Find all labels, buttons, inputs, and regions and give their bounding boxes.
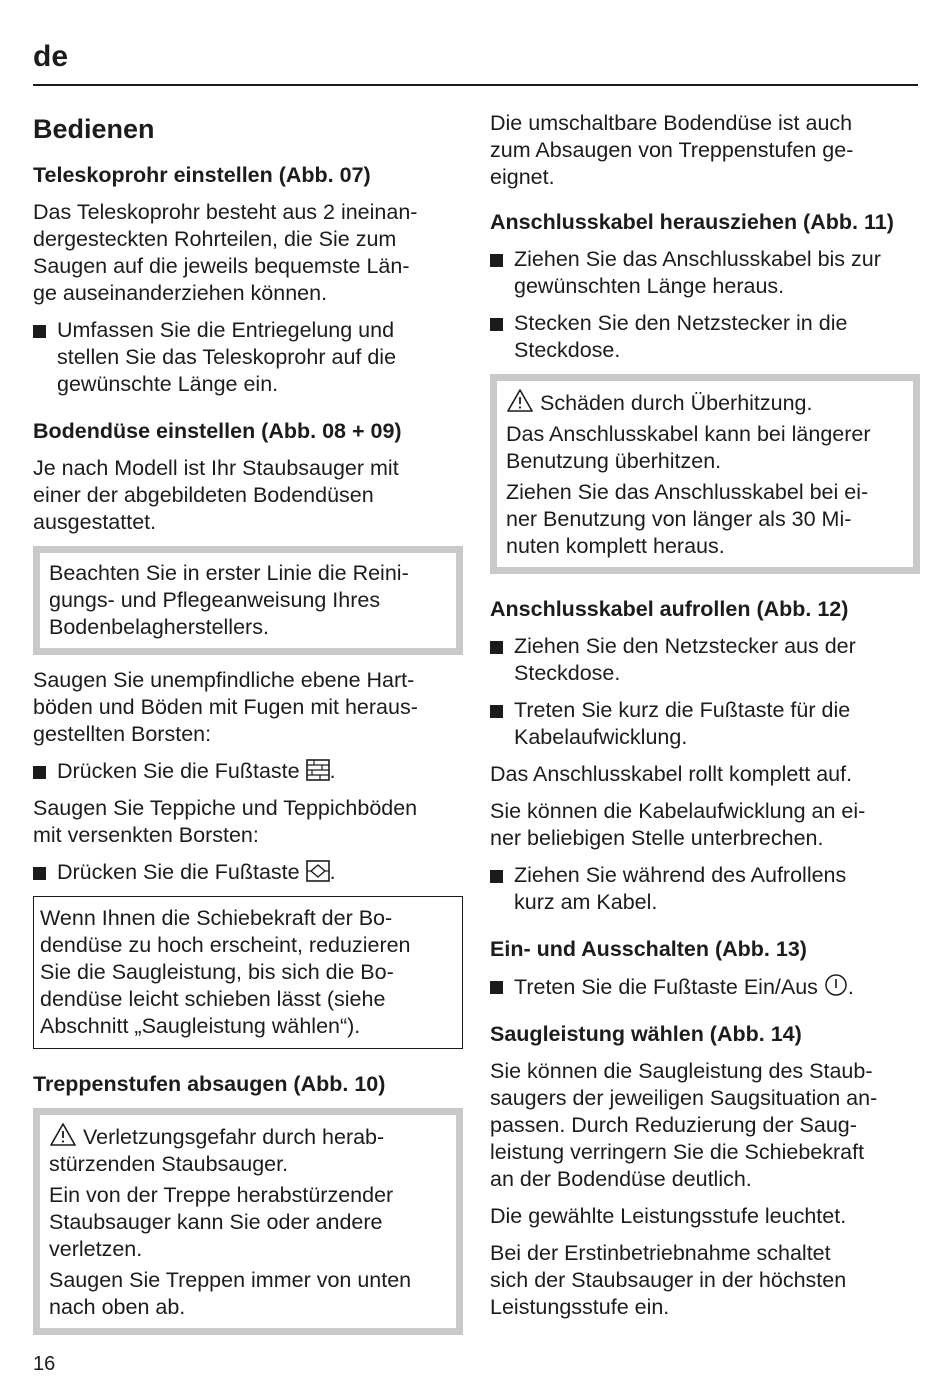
heading-ein-ausschalten: Ein- und Ausschalten (Abb. 13)	[490, 937, 807, 961]
warning-box-overheat: Schäden durch Überhitzung. Das Anschlusskabel kann bei längerer Benutzung überhitzen. Ziehen Sie das Anschlusskabel bei ei- ner Benutzung von länger als 30 Mi- nuten komplett heraus.	[490, 374, 920, 574]
stairs-intro-paragraph: Die umschaltbare Bodendüse ist auch zum Absaugen von Treppenstufen ge- eignet.	[490, 111, 854, 189]
heading-saugleistung: Saugleistung wählen (Abb. 14)	[490, 1022, 802, 1046]
warning-triangle-icon	[506, 388, 534, 413]
warning-triangle-icon	[49, 1122, 77, 1147]
note-box: Beachten Sie in erster Linie die Reini- gungs- und Pflegeanweisung Ihres Bodenbelagherstellers.	[33, 546, 463, 655]
warning-box-fall: Verletzungsgefahr durch herab- stürzenden Staubsauger. Ein von der Treppe herabstürzender Staubsauger kann Sie oder andere verletzen. Saugen Sie Treppen immer von unten nach oben ab.	[33, 1108, 463, 1335]
bullet-square	[490, 254, 503, 267]
power-bullet: Treten Sie die Fußtaste Ein/Aus .	[490, 973, 920, 1001]
heading-kabel-herausziehen: Anschlusskabel herausziehen (Abb. 11)	[490, 210, 894, 234]
right-column	[490, 106, 920, 1331]
heading-bodenduese: Bodendüse einstellen (Abb. 08 + 09)	[33, 419, 402, 443]
cable-in-bullet-1: Ziehen Sie den Netzstecker aus der Steckdose.	[490, 633, 920, 687]
suction-paragraph-3: Bei der Erstinbetriebnahme schaltet sich der Staubsauger in der höchsten Leistungsstufe ein.	[490, 1241, 847, 1319]
heading-teleskoprohr: Teleskoprohr einstellen (Abb. 07)	[33, 163, 371, 187]
bullet-square	[490, 318, 503, 331]
bullet-square	[490, 981, 503, 994]
boden-paragraph: Je nach Modell ist Ihr Staubsauger mit einer der abgebildeten Bodendüsen ausgestattet.	[33, 456, 399, 534]
heading-treppenstufen: Treppenstufen absaugen (Abb. 10)	[33, 1072, 386, 1096]
bullet-square	[33, 867, 46, 880]
hard-floor-icon	[306, 759, 330, 781]
section-title: Bedienen	[33, 114, 155, 144]
cable-in-bullet-3: Ziehen Sie während des Aufrollens kurz am Kabel.	[490, 862, 920, 916]
cable-rewind-paragraph: Das Anschlusskabel rollt komplett auf.	[490, 762, 853, 786]
carpet-icon	[306, 860, 330, 882]
hard-floor-paragraph: Saugen Sie unempfindliche ebene Hart- böden und Böden mit Fugen mit heraus- gestellten Borsten:	[33, 668, 418, 746]
cable-interrupt-paragraph: Sie können die Kabelaufwicklung an ei- ner beliebigen Stelle unterbrechen.	[490, 799, 866, 850]
bullet-square	[490, 870, 503, 883]
power-icon	[824, 973, 848, 997]
cable-in-bullet-2: Treten Sie kurz die Fußtaste für die Kabelaufwicklung.	[490, 697, 920, 751]
header-rule	[33, 84, 918, 86]
tele-paragraph: Das Teleskoprohr besteht aus 2 ineinan- dergesteckten Rohrteilen, die Sie zum Saugen auf die jeweils bequemste Län- ge auseinanderziehen können.	[33, 200, 418, 305]
language-code: de	[33, 40, 69, 73]
suction-paragraph-1: Sie können die Saugleistung des Staub- saugers der jeweiligen Saugsituation an- passen. Durch Reduzierung der Saug- leistung verringern Sie die Schiebekraft an der Bodendüse deutlich.	[490, 1059, 878, 1191]
left-column	[33, 106, 463, 1347]
bullet-square	[490, 705, 503, 718]
bullet-square	[33, 766, 46, 779]
tip-box: Wenn Ihnen die Schiebekraft der Bo- dendüse zu hoch erscheint, reduzieren Sie die Saugleistung, bis sich die Bo- dendüse leicht schieben lässt (siehe Abschnitt „Saugleistung wählen“).	[33, 896, 463, 1049]
bullet-square	[33, 325, 46, 338]
tele-bullet: Umfassen Sie die Entriegelung und stellen Sie das Teleskoprohr auf die gewünschte Länge ein.	[33, 317, 463, 398]
bullet-square	[490, 641, 503, 654]
heading-kabel-aufrollen: Anschlusskabel aufrollen (Abb. 12)	[490, 597, 849, 621]
cable-out-bullet-2: Stecken Sie den Netzstecker in die Steckdose.	[490, 310, 920, 364]
hard-floor-bullet: Drücken Sie die Fußtaste .	[33, 758, 463, 785]
page-number: 16	[33, 1353, 56, 1375]
suction-paragraph-2: Die gewählte Leistungsstufe leuchtet.	[490, 1204, 847, 1228]
carpet-paragraph: Saugen Sie Teppiche und Teppichböden mit versenkten Borsten:	[33, 796, 418, 847]
cable-out-bullet-1: Ziehen Sie das Anschlusskabel bis zur gewünschten Länge heraus.	[490, 246, 920, 300]
carpet-bullet: Drücken Sie die Fußtaste .	[33, 859, 463, 886]
